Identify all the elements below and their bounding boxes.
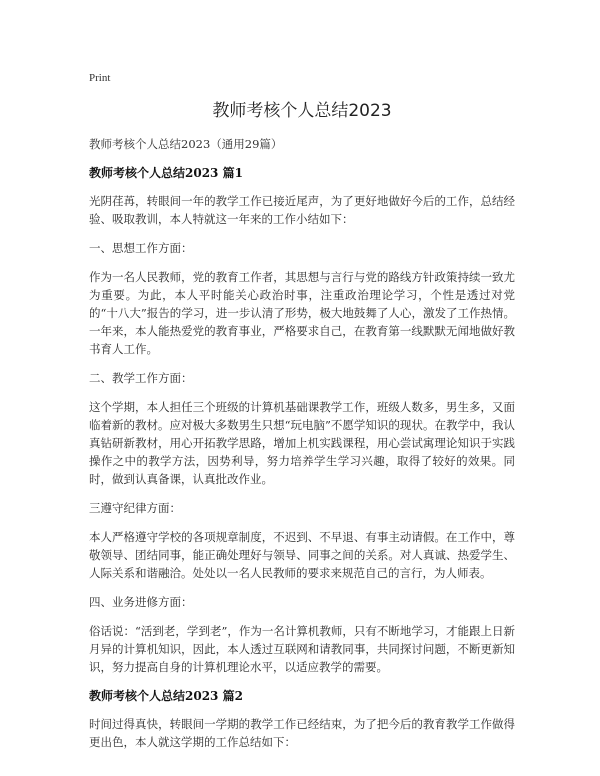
article-2 <box>89 687 515 751</box>
section-2-text: 这个学期，本人担任三个班级的计算机基础课教学工作，班级人数多，男生多，又面临着新的教材。应对极大多数男生只想“玩电脑”不愿学知识的现状。在教学中，我认真钻研新教材，用心开拓教学思路，增加上机实践课程，用心尝试寓理论知识于实践操作之中的教学方法，因势利导，努力培养学生学习兴趣，取得了较好的效果。同时，做到认真备课，认真批改作业。 <box>89 400 515 486</box>
section-1-text: 作为一名人民教师，党的教育工作者，其思想与言行与党的路线方针政策持续一致尤为重要。为此，本人平时能关心政治时事，注重政治理论学习，个性是透过对党的“十八大”报告的学习，进一步认清了形势，极大地鼓舞了人心，激发了工作热情。一年来，本人能热爱党的教育事业，严格要求自己，在教育第一线默默无闻地做好教书育人工作。 <box>89 270 515 356</box>
section-2-label: 二、教学工作方面： <box>89 371 193 385</box>
article-1-intro: 光阴荏苒，转眼间一年的教学工作已接近尾声，为了更好地做好今后的工作，总结经验、吸取教训，本人特就这一年来的工作小结如下： <box>89 194 515 226</box>
document-subtitle: 教师考核个人总结2023（通用29篇） <box>89 137 283 151</box>
section-3-text: 本人严格遵守学校的各项规章制度，不迟到、不早退、有事主动请假。在工作中，尊敬领导、团结同事，能正确处理好与领导、同事之间的关系。对人真诚、热爱学生、人际关系和谐融洽。处处以一名人民教师的要求来规范自己的言行，为人师表。 <box>89 530 515 580</box>
section-3-label: 三遵守纪律方面： <box>89 501 181 515</box>
section-1-label: 一、思想工作方面： <box>89 241 193 255</box>
print-label[interactable]: Print <box>89 72 111 84</box>
section-4-text: 俗话说：“活到老，学到老”，作为一名计算机教师，只有不断地学习，才能跟上日新月异的计算机知识，因此，本人透过互联网和请教同事，共同探讨问题，不断更新知识，努力提高自身的计算机理论水平，以适应教学的需要。 <box>89 624 515 674</box>
page-title: 教师考核个人总结2023 <box>212 101 392 121</box>
article-2-intro: 时间过得真快，转眼间一学期的教学工作已经结束，为了把今后的教育教学工作做得更出色，本人就这学期的工作总结如下： <box>89 717 515 749</box>
section-4-label: 四、业务进修方面： <box>89 595 193 609</box>
article-2-heading: 教师考核个人总结2023 篇2 <box>89 689 243 703</box>
article-1-heading: 教师考核个人总结2023 篇1 <box>89 166 243 180</box>
article-1 <box>89 164 515 676</box>
